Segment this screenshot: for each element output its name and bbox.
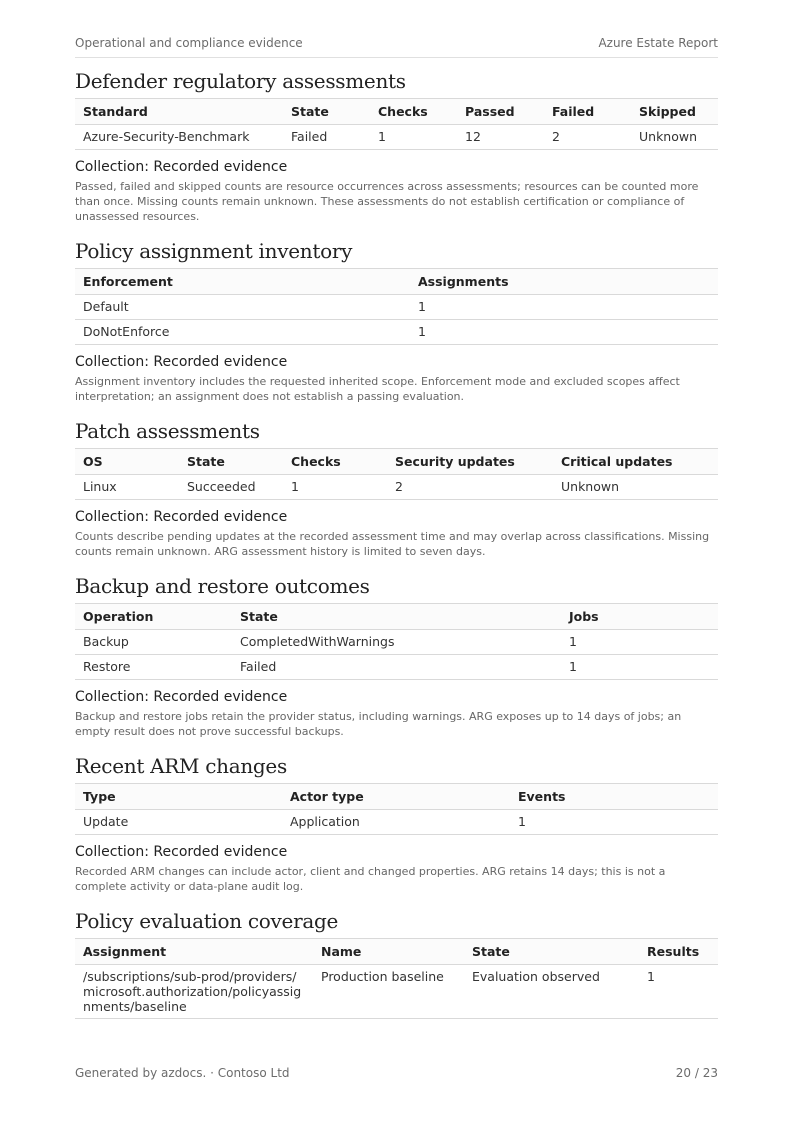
section-title: Policy evaluation coverage [75, 909, 339, 933]
table-header-row [75, 449, 718, 475]
section-arm-changes [75, 753, 718, 894]
table-cell: Succeeded [179, 475, 283, 500]
section-title: Policy assignment inventory [75, 239, 353, 263]
report-content [75, 68, 718, 1033]
backup-table [75, 603, 718, 680]
section-title: Patch assessments [75, 419, 260, 443]
section-policy-evaluation [75, 908, 718, 1019]
page-header [75, 36, 718, 58]
table-cell: Application [282, 810, 510, 835]
col-os: OS [75, 449, 179, 475]
table-header-row [75, 604, 718, 630]
table-cell: 12 [457, 125, 544, 150]
table-cell: CompletedWithWarnings [232, 630, 561, 655]
col-operation: Operation [75, 604, 232, 630]
table-row [75, 475, 718, 500]
defender-table [75, 98, 718, 150]
table-header-row [75, 269, 718, 295]
table-cell: DoNotEnforce [75, 320, 410, 345]
table-cell: Evaluation observed [464, 965, 639, 1019]
section-title: Defender regulatory assessments [75, 69, 406, 93]
table-cell: Unknown [631, 125, 718, 150]
table-cell: 2 [387, 475, 553, 500]
col-jobs: Jobs [561, 604, 718, 630]
section-title: Recent ARM changes [75, 754, 287, 778]
col-security-updates: Security updates [387, 449, 553, 475]
policy-eval-table [75, 938, 718, 1019]
col-failed: Failed [544, 99, 631, 125]
table-cell: Restore [75, 655, 232, 680]
table-cell: 1 [410, 320, 718, 345]
section-note: Assignment inventory includes the requested inherited scope. Enforcement mode and excluded scopes affect interpretation; an assignment does not establish a passing evaluation. [75, 375, 680, 403]
section-backup-restore [75, 573, 718, 739]
table-cell: 1 [410, 295, 718, 320]
col-actor-type: Actor type [282, 784, 510, 810]
table-cell: Failed [283, 125, 370, 150]
table-cell: 1 [510, 810, 718, 835]
table-row [75, 125, 718, 150]
table-row [75, 810, 718, 835]
table-cell: 1 [370, 125, 457, 150]
table-cell: Default [75, 295, 410, 320]
table-cell: Update [75, 810, 282, 835]
col-type: Type [75, 784, 282, 810]
section-title: Backup and restore outcomes [75, 574, 370, 598]
table-row [75, 655, 718, 680]
table-cell: Failed [232, 655, 561, 680]
table-cell: 1 [561, 655, 718, 680]
section-note: Passed, failed and skipped counts are resource occurrences across assessments; resources can be counted more than once. Missing counts remain unknown. These assessments do not establish certification or compliance of unassessed resources. [75, 180, 699, 223]
table-cell: Production baseline [313, 965, 464, 1019]
table-row [75, 295, 718, 320]
col-assignments: Assignments [410, 269, 718, 295]
col-standard: Standard [75, 99, 283, 125]
table-cell: Backup [75, 630, 232, 655]
col-passed: Passed [457, 99, 544, 125]
table-cell: 1 [639, 965, 718, 1019]
section-patch-assessments [75, 418, 718, 559]
section-note: Backup and restore jobs retain the provider status, including warnings. ARG exposes up to 14 days of jobs; an empty result does not prove successful backups. [75, 710, 682, 738]
table-header-row [75, 939, 718, 965]
table-row [75, 965, 718, 1019]
col-checks: Checks [283, 449, 387, 475]
collection-label: Collection: Recorded evidence [75, 159, 288, 175]
section-defender-assessments [75, 68, 718, 224]
page-footer [75, 1066, 718, 1080]
arm-table [75, 783, 718, 835]
table-cell: 1 [283, 475, 387, 500]
col-assignment: Assignment [75, 939, 313, 965]
col-state: State [283, 99, 370, 125]
table-row [75, 630, 718, 655]
table-cell: 2 [544, 125, 631, 150]
collection-label: Collection: Recorded evidence [75, 354, 288, 370]
table-cell: 1 [561, 630, 718, 655]
table-row [75, 320, 718, 345]
col-state: State [179, 449, 283, 475]
col-skipped: Skipped [631, 99, 718, 125]
header-left: Operational and compliance evidence [75, 36, 303, 50]
page-number: 20 / 23 [675, 1066, 718, 1080]
collection-label: Collection: Recorded evidence [75, 689, 288, 705]
section-note: Recorded ARM changes can include actor, client and changed properties. ARG retains 14 days; this is not a complete activity or data-plane audit log. [75, 865, 666, 893]
table-cell: Azure-Security-Benchmark [75, 125, 283, 150]
header-right: Azure Estate Report [598, 36, 718, 50]
section-policy-inventory [75, 238, 718, 404]
table-cell: Unknown [553, 475, 718, 500]
table-header-row [75, 784, 718, 810]
section-note: Counts describe pending updates at the recorded assessment time and may overlap across classifications. Missing counts remain unknown. ARG assessment history is limited to seven days. [75, 530, 710, 558]
collection-label: Collection: Recorded evidence [75, 844, 288, 860]
table-header-row [75, 99, 718, 125]
col-events: Events [510, 784, 718, 810]
col-enforcement: Enforcement [75, 269, 410, 295]
table-cell: /subscriptions/sub-prod/providers/microsoft.authorization/policyassignments/baseline [75, 965, 313, 1019]
col-checks: Checks [370, 99, 457, 125]
table-cell: Linux [75, 475, 179, 500]
col-state: State [232, 604, 561, 630]
collection-label: Collection: Recorded evidence [75, 509, 288, 525]
patch-table [75, 448, 718, 500]
col-state: State [464, 939, 639, 965]
col-critical-updates: Critical updates [553, 449, 718, 475]
policy-inventory-table [75, 268, 718, 345]
col-name: Name [313, 939, 464, 965]
footer-left: Generated by azdocs. · Contoso Ltd [75, 1066, 290, 1080]
col-results: Results [639, 939, 718, 965]
